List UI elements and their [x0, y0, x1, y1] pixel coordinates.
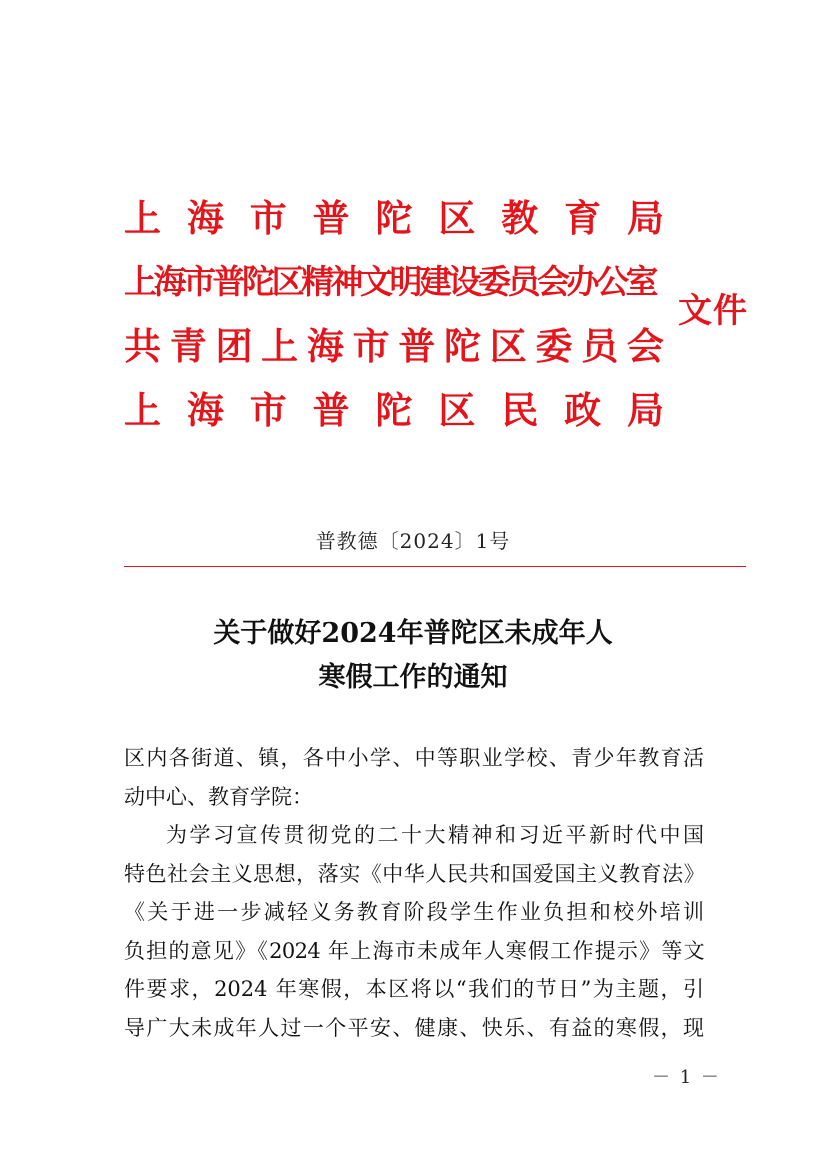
paragraph-line: 负担的意见》《2024 年上海市未成年人寒假工作提示》等文	[124, 938, 704, 963]
issuer-character: 普	[398, 324, 436, 368]
issuer-character: 民	[501, 388, 539, 432]
issuer-character: 陀	[375, 388, 413, 432]
issuer-character: 海	[186, 196, 224, 240]
issuer-character: 上	[124, 196, 161, 240]
paragraph-line: 《关于进一步减轻义务教育阶段学生作业负担和校外培训	[124, 900, 704, 924]
issuer-youth-league	[124, 314, 664, 378]
issuer-character: 区	[489, 324, 527, 368]
issuer-character: 普	[312, 388, 350, 432]
issuer-character: 局	[627, 196, 664, 240]
issuer-civil-affairs-bureau	[124, 378, 664, 442]
page-number: － 1 －	[652, 1067, 721, 1088]
issuer-character: 区	[438, 388, 476, 432]
issuer-character: 共	[124, 324, 161, 368]
issuer-character: 海	[186, 388, 224, 432]
issuer-character: 市	[249, 388, 287, 432]
issuer-character: 上	[124, 388, 161, 432]
issuer-character: 区	[438, 196, 476, 240]
issuer-character: 教	[501, 196, 539, 240]
issuer-character: 会	[626, 324, 664, 368]
issuer-character: 上	[261, 324, 299, 368]
addressee-line-1: 区内各街道、镇，各中小学、中等职业学校、青少年教育活	[124, 746, 704, 770]
issuer-character: 市	[249, 196, 287, 240]
document-suffix: 文件	[678, 291, 748, 331]
paragraph-line: 导广大未成年人过一个平安、健康、快乐、有益的寒假，现	[124, 1015, 704, 1040]
title-line-2: 寒假工作的通知	[318, 662, 508, 693]
issuer-character: 青	[169, 324, 207, 368]
issuing-agencies	[124, 186, 664, 442]
issuer-character: 海	[306, 324, 344, 368]
issuer-character: 局	[627, 388, 664, 432]
paragraph-line: 特色社会主义思想，落实《中华人民共和国爱国主义教育法》	[124, 861, 704, 886]
issuer-character: 政	[564, 388, 602, 432]
paragraph-line: 为学习宣传贯彻党的二十大精神和习近平新时代中国	[166, 823, 704, 847]
issuer-character: 陀	[444, 324, 482, 368]
issuer-character: 市	[352, 324, 390, 368]
issuer-character: 委	[535, 324, 573, 368]
issuer-education-bureau	[124, 186, 664, 250]
issuer-character: 团	[215, 324, 253, 368]
issuer-character: 员	[581, 324, 619, 368]
document-number: 普教德〔2024〕1号	[315, 529, 511, 553]
red-divider	[124, 566, 746, 567]
document-title	[0, 612, 826, 700]
issuer-character: 育	[564, 196, 602, 240]
body-text	[124, 739, 704, 1047]
issuer-character: 普	[312, 196, 350, 240]
issuer-civilization-office: 上海市普陀区精神文明建设委员会办公室	[124, 262, 655, 301]
title-line-1: 关于做好2024年普陀区未成年人	[213, 618, 613, 649]
addressee-line-2: 动中心、教育学院：	[124, 784, 313, 809]
issuer-character: 陀	[375, 196, 413, 240]
paragraph-line: 件要求，2024 年寒假，本区将以“我们的节日”为主题，引	[124, 977, 704, 1001]
